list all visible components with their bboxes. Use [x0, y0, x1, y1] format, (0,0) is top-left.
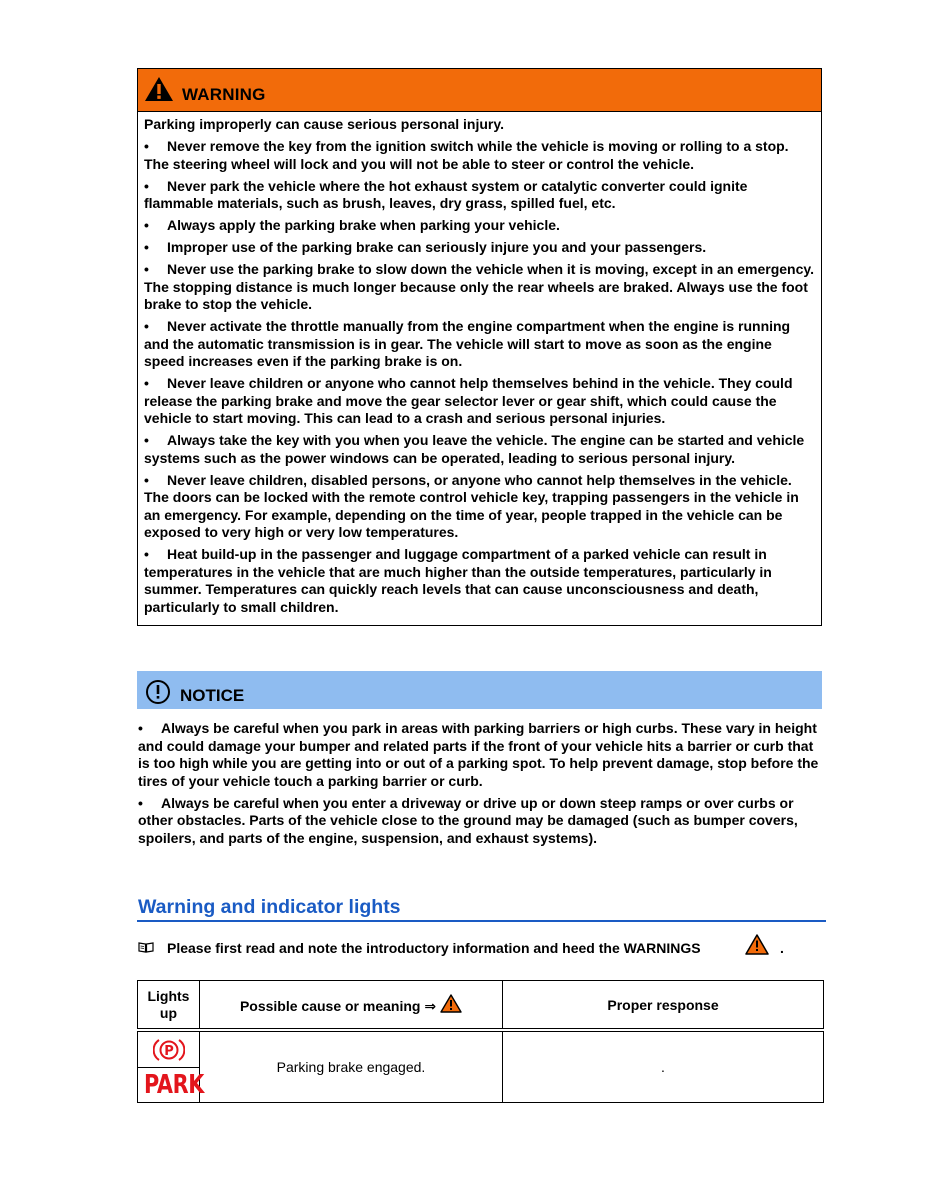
- intro-line: [138, 937, 828, 961]
- parking-brake-icon: [153, 1037, 185, 1063]
- warning-item: • Always apply the parking brake when parking your vehicle.: [144, 217, 560, 233]
- warning-item: • Always take the key with you when you leave the vehicle. The engine can be started and vehicle systems such as the power windows can be operated, leading to serious personal injury.: [144, 432, 805, 466]
- response-cell: .: [503, 1030, 824, 1103]
- notice-item: • Always be careful when you enter a driveway or drive up or down steep ramps or over curbs or other obstacles. Parts of the vehicle close to the ground may be damaged (such as bumper covers, spoilers, and parts of the engine, suspension, and exhaust systems).: [138, 794, 798, 846]
- warning-title: WARNING: [182, 85, 266, 104]
- intro-text: Please first read and note the introductory information and heed the WARNINGS: [167, 940, 701, 956]
- warning-item: • Never use the parking brake to slow down the vehicle when it is moving, except in an emergency. The stopping distance is much longer because only the rear wheels are braked. Always use the foot brake to stop the vehicle.: [144, 261, 815, 312]
- warning-body: [138, 112, 821, 625]
- header-lights-up: Lights up: [138, 981, 200, 1031]
- warning-item: • Never park the vehicle where the hot exhaust system or catalytic converter could ignite flammable materials, such as brush, leaves, dry grass, spilled fuel, etc.: [144, 177, 748, 211]
- cause-cell: Parking brake engaged.: [199, 1030, 502, 1103]
- header-cause: Possible cause or meaning ⇒: [199, 981, 502, 1031]
- warning-item: • Never leave children, disabled persons, or anyone who cannot help themselves in the vehicle. The doors can be locked with the remote control vehicle key, trapping passengers in the vehicle in an emergency. For example, depending on the time of year, people trapped in the vehicle can be exposed to very high or very low temperatures.: [144, 471, 799, 540]
- warning-triangle-icon: [144, 76, 174, 102]
- indicator-lights-table: [137, 980, 824, 1103]
- section-divider: [137, 920, 826, 922]
- parking-brake-symbol: P: [164, 1044, 174, 1059]
- notice-header: [137, 671, 822, 709]
- table-header-row: [138, 981, 824, 1031]
- notice-body: [138, 720, 822, 852]
- section-title: Warning and indicator lights: [138, 896, 401, 918]
- warning-item: • Improper use of the parking brake can seriously injure you and your passengers.: [144, 239, 707, 255]
- lights-up-cell: [138, 1030, 204, 1103]
- book-icon: [138, 941, 154, 953]
- warning-header: [138, 69, 821, 112]
- table-row: [138, 1030, 824, 1103]
- warning-item: • Heat build-up in the passenger and luggage compartment of a parked vehicle can result in temperatures in the vehicle that are much higher than the outside temperatures, particularly in summer. Temperatures can quickly reach levels that can cause unconsciousness and death, particularly to small children.: [144, 546, 772, 615]
- icon-divider: [138, 1067, 199, 1068]
- park-text-icon: PARK: [144, 1070, 204, 1100]
- warning-item: • Never activate the throttle manually from the engine compartment when the engine is running and the automatic transmission is in gear. The vehicle will start to move as soon as the engine speed increases even if the parking brake is on.: [144, 318, 791, 369]
- notice-circle-icon: [145, 679, 171, 705]
- notice-item: • Always be careful when you park in areas with parking barriers or high curbs. These vary in height and could damage your bumper and related parts if the front of your vehicle hits a barrier or curb that is too high while you are getting into or out of a parking spot. To help prevent damage, stop before the tires of your vehicle touch a parking barrier or curb.: [138, 720, 819, 789]
- warning-item: • Never leave children or anyone who cannot help themselves behind in the vehicle. They could release the parking brake and move the gear selector lever or gear shift, which could cause the vehicle to start moving. This can lead to a crash and serious personal injuries.: [144, 375, 793, 426]
- warning-intro: Parking improperly can cause serious personal injury.: [144, 116, 504, 132]
- notice-title: NOTICE: [180, 686, 245, 705]
- warning-box: [137, 68, 822, 626]
- header-response: Proper response: [503, 981, 824, 1031]
- warning-triangle-icon[interactable]: [745, 934, 769, 955]
- warning-triangle-icon[interactable]: [440, 994, 462, 1013]
- warning-item: • Never remove the key from the ignition switch while the vehicle is moving or rolling to a stop. The steering wheel will lock and you will not be able to steer or control the vehicle.: [144, 138, 789, 172]
- intro-end: .: [780, 940, 784, 956]
